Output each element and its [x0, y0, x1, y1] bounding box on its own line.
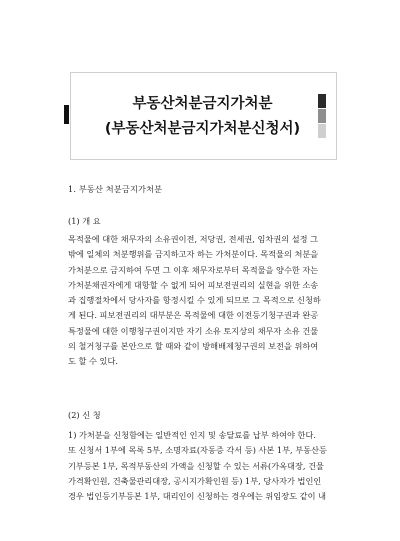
paragraph-line: 목적물에 대한 채무자의 소유권이전, 저당권, 전세권, 임차권의 설정 그 [68, 234, 319, 244]
document-subtitle: (부동산처분금지가처분신청서) [104, 121, 301, 137]
title-box [70, 72, 337, 160]
paragraph-line: 가처분채권자에게 대항할 수 없게 되어 피보전권리의 실현을 위한 소송 [68, 279, 319, 290]
paragraph-line: 의 철거청구를 본안으로 할 때와 같이 방해배제청구권의 보전을 위하여 [68, 341, 319, 352]
paragraph-line: 또 신청서 1부에 목록 5부, 소명자료(자동증 각서 등) 사본 1부, 부동산등 [68, 445, 327, 456]
subsection-label-overview: (1) 개 요 [68, 216, 101, 226]
application-paragraph [68, 428, 330, 504]
title-decoration-bars [318, 94, 328, 138]
paragraph-line: 게 된다. 피보전권리의 대부분은 목적물에 대한 이전등기청구권과 완공 [68, 310, 319, 321]
document-title: 부동산처분금지가처분 [132, 96, 273, 112]
overview-paragraph [68, 232, 330, 370]
decoration-bar-dark [318, 94, 326, 108]
paragraph-line: 밖에 일체의 처분행위를 금지하고자 하는 가처분이다. 목적물의 처분을 [68, 249, 319, 260]
paragraph-line: 과 집행절차에서 당사자를 항정시킬 수 있게 되므로 그 목적으로 신청하 [68, 295, 321, 306]
decoration-bar-light [318, 124, 326, 138]
title-accent-bar [64, 105, 69, 124]
paragraph-line: 경우 법인등기부등본 1부, 대리인이 신청하는 경우에는 위임장도 같이 내 [68, 491, 326, 502]
paragraph-line: 특정물에 대한 이행청구권이지만 자기 소유 토지상의 채무자 소유 건물 [68, 325, 319, 336]
paragraph-line: 가격확인원, 건축물관리대장, 공시지가확인원 등) 1부, 당사자가 법인인 [68, 475, 322, 486]
paragraph-line: 도 할 수 있다. [68, 356, 118, 367]
paragraph-line: 가처분으로 금지하여 두면 그 이후 채무자로부터 목적물을 양수한 자는 [68, 264, 319, 275]
subsection-label-application: (2) 신 청 [68, 410, 101, 420]
section-heading: 1. 부동산 처분금지가처분 [68, 184, 163, 194]
paragraph-line: 기부등본 1부, 목적부동산의 가액을 신청할 수 있는 서류(가옥대장, 건물 [68, 460, 324, 471]
decoration-bar-mid [318, 109, 326, 123]
paragraph-line: 1) 가처분을 신청함에는 일반적인 인지 및 송달료를 납부 하여야 한다. [68, 430, 316, 440]
